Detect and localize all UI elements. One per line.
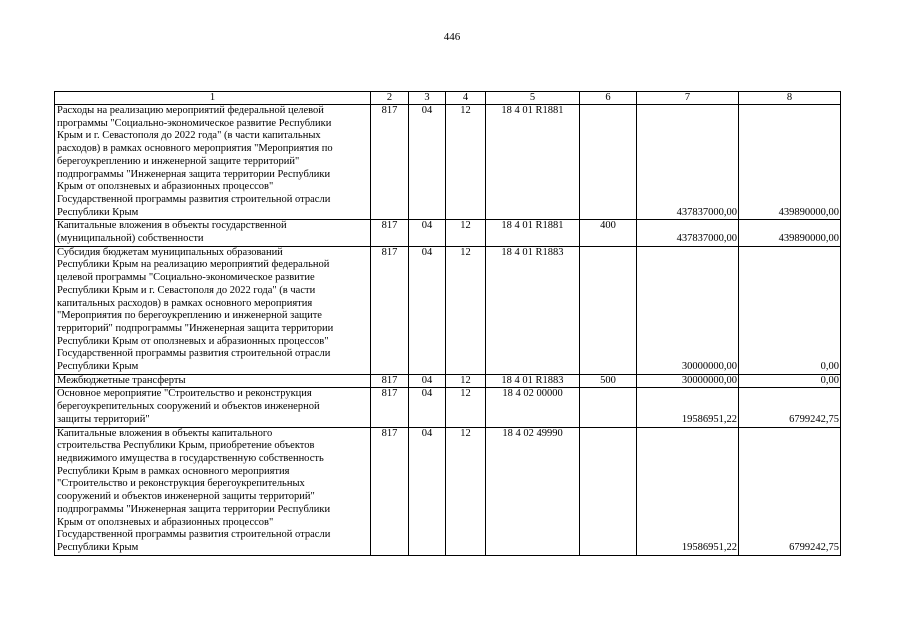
table-row: [55, 427, 841, 555]
page-number: 446: [443, 31, 461, 43]
row-amount-year-1: 19586951,22: [637, 388, 739, 427]
row-amount-year-2: 439890000,00: [739, 220, 841, 246]
row-code-subsection: 12: [446, 220, 486, 246]
row-code-expense-type: [580, 388, 637, 427]
row-code-section: 04: [409, 388, 446, 427]
row-code-expense-type: 500: [580, 374, 637, 388]
description-line: Основное мероприятие "Строительство и реконструкция: [57, 388, 312, 400]
row-code-target-article: 18 4 02 00000: [486, 388, 580, 427]
column-header: 8: [739, 92, 841, 105]
row-code-ministry: 817: [371, 220, 409, 246]
table-row: [55, 388, 841, 427]
description-line: Субсидия бюджетам муниципальных образований: [57, 246, 283, 258]
description-line: Республики Крым: [57, 206, 139, 218]
row-amount-year-1: 30000000,00: [637, 374, 739, 388]
description-line: подпрограммы "Инженерная защита территории Республики: [57, 503, 331, 515]
description-line: недвижимого имущества в государственную собственность: [57, 452, 324, 464]
description-line: (муниципальной) собственности: [57, 233, 204, 245]
description-line: сооружений и объектов инженерной защиты территорий": [57, 491, 315, 503]
row-description: [55, 220, 371, 246]
description-line: Государственной программы развития строительной отрасли: [57, 193, 331, 205]
row-amount-year-1: 437837000,00: [637, 220, 739, 246]
row-amount-year-2: 439890000,00: [739, 105, 841, 220]
description-line: Государственной программы развития строительной отрасли: [57, 348, 331, 360]
row-code-target-article: 18 4 01 R1883: [486, 246, 580, 374]
description-line: Республики Крым: [57, 541, 139, 553]
column-header: 4: [446, 92, 486, 105]
row-description: [55, 105, 371, 220]
description-line: защиты территорий": [57, 413, 150, 425]
description-line: Республики Крым: [57, 361, 139, 373]
row-code-section: 04: [409, 246, 446, 374]
row-description: [55, 388, 371, 427]
row-code-expense-type: [580, 246, 637, 374]
description-line: Крым и г. Севастополя до 2022 года" (в части капитальных: [57, 130, 321, 142]
description-line: Крым от оползневых и абразионных процессов": [57, 516, 274, 528]
row-code-expense-type: 400: [580, 220, 637, 246]
description-line: Капитальные вложения в объекты капитального: [57, 427, 273, 439]
description-line: берегоукрепительных сооружений и объектов инженерной: [57, 401, 320, 413]
row-amount-year-1: 30000000,00: [637, 246, 739, 374]
row-code-ministry: 817: [371, 246, 409, 374]
description-line: берегоукреплению и инженерной защите территорий": [57, 155, 300, 167]
row-code-section: 04: [409, 374, 446, 388]
row-code-ministry: 817: [371, 374, 409, 388]
column-header: 6: [580, 92, 637, 105]
row-code-subsection: 12: [446, 246, 486, 374]
row-code-expense-type: [580, 105, 637, 220]
column-header: 2: [371, 92, 409, 105]
row-code-ministry: 817: [371, 427, 409, 555]
description-line: "Строительство и реконструкция берегоукрепительных: [57, 478, 305, 490]
description-line: Расходы на реализацию мероприятий федеральной целевой: [57, 105, 324, 116]
description-line: программы "Социально-экономическое развитие Республики: [57, 117, 332, 129]
description-line: Крым от оползневых и абразионных процессов": [57, 181, 274, 193]
row-code-section: 04: [409, 220, 446, 246]
row-code-target-article: 18 4 01 R1881: [486, 105, 580, 220]
description-line: "Мероприятия по берегоукреплению и инженерной защите: [57, 310, 322, 322]
row-amount-year-2: 6799242,75: [739, 388, 841, 427]
table-row: [55, 220, 841, 246]
header-row: [55, 92, 841, 105]
description-line: подпрограммы "Инженерная защита территории Республики: [57, 168, 331, 180]
row-description: [55, 374, 371, 388]
description-line: Республики Крым от оползневых и абразионных процессов": [57, 335, 329, 347]
row-code-expense-type: [580, 427, 637, 555]
description-line: расходов) в рамках основного мероприятия "Мероприятия по: [57, 143, 333, 155]
description-line: Республики Крым в рамках основного мероприятия: [57, 465, 290, 477]
description-line: Капитальные вложения в объекты государственной: [57, 220, 287, 232]
row-code-target-article: 18 4 01 R1881: [486, 220, 580, 246]
column-header: 7: [637, 92, 739, 105]
description-line: Республики Крым на реализацию мероприятий федеральной: [57, 259, 330, 271]
row-code-subsection: 12: [446, 374, 486, 388]
table-row: [55, 246, 841, 374]
row-amount-year-1: 19586951,22: [637, 427, 739, 555]
table-row: [55, 105, 841, 220]
row-code-subsection: 12: [446, 105, 486, 220]
row-amount-year-1: 437837000,00: [637, 105, 739, 220]
row-code-ministry: 817: [371, 105, 409, 220]
description-line: капитальных расходов) в рамках основного мероприятия: [57, 297, 313, 309]
description-line: Государственной программы развития строительной отрасли: [57, 529, 331, 541]
row-code-subsection: 12: [446, 427, 486, 555]
row-code-section: 04: [409, 105, 446, 220]
row-code-section: 04: [409, 427, 446, 555]
description-line: целевой программы "Социально-экономическое развитие: [57, 272, 315, 284]
description-line: Межбюджетные трансферты: [57, 374, 186, 386]
description-line: строительства Республики Крым, приобретение объектов: [57, 440, 315, 452]
budget-table: [54, 91, 841, 556]
column-header: 3: [409, 92, 446, 105]
row-amount-year-2: 0,00: [739, 374, 841, 388]
description-line: территорий" подпрограммы "Инженерная защита территории: [57, 322, 334, 334]
table-row: [55, 374, 841, 388]
description-line: Республики Крым и г. Севастополя до 2022 года" (в части: [57, 284, 316, 296]
row-code-target-article: 18 4 01 R1883: [486, 374, 580, 388]
column-header: 5: [486, 92, 580, 105]
row-code-ministry: 817: [371, 388, 409, 427]
row-amount-year-2: 0,00: [739, 246, 841, 374]
row-code-subsection: 12: [446, 388, 486, 427]
row-description: [55, 246, 371, 374]
row-amount-year-2: 6799242,75: [739, 427, 841, 555]
row-code-target-article: 18 4 02 49990: [486, 427, 580, 555]
row-description: [55, 427, 371, 555]
column-header: 1: [55, 92, 371, 105]
